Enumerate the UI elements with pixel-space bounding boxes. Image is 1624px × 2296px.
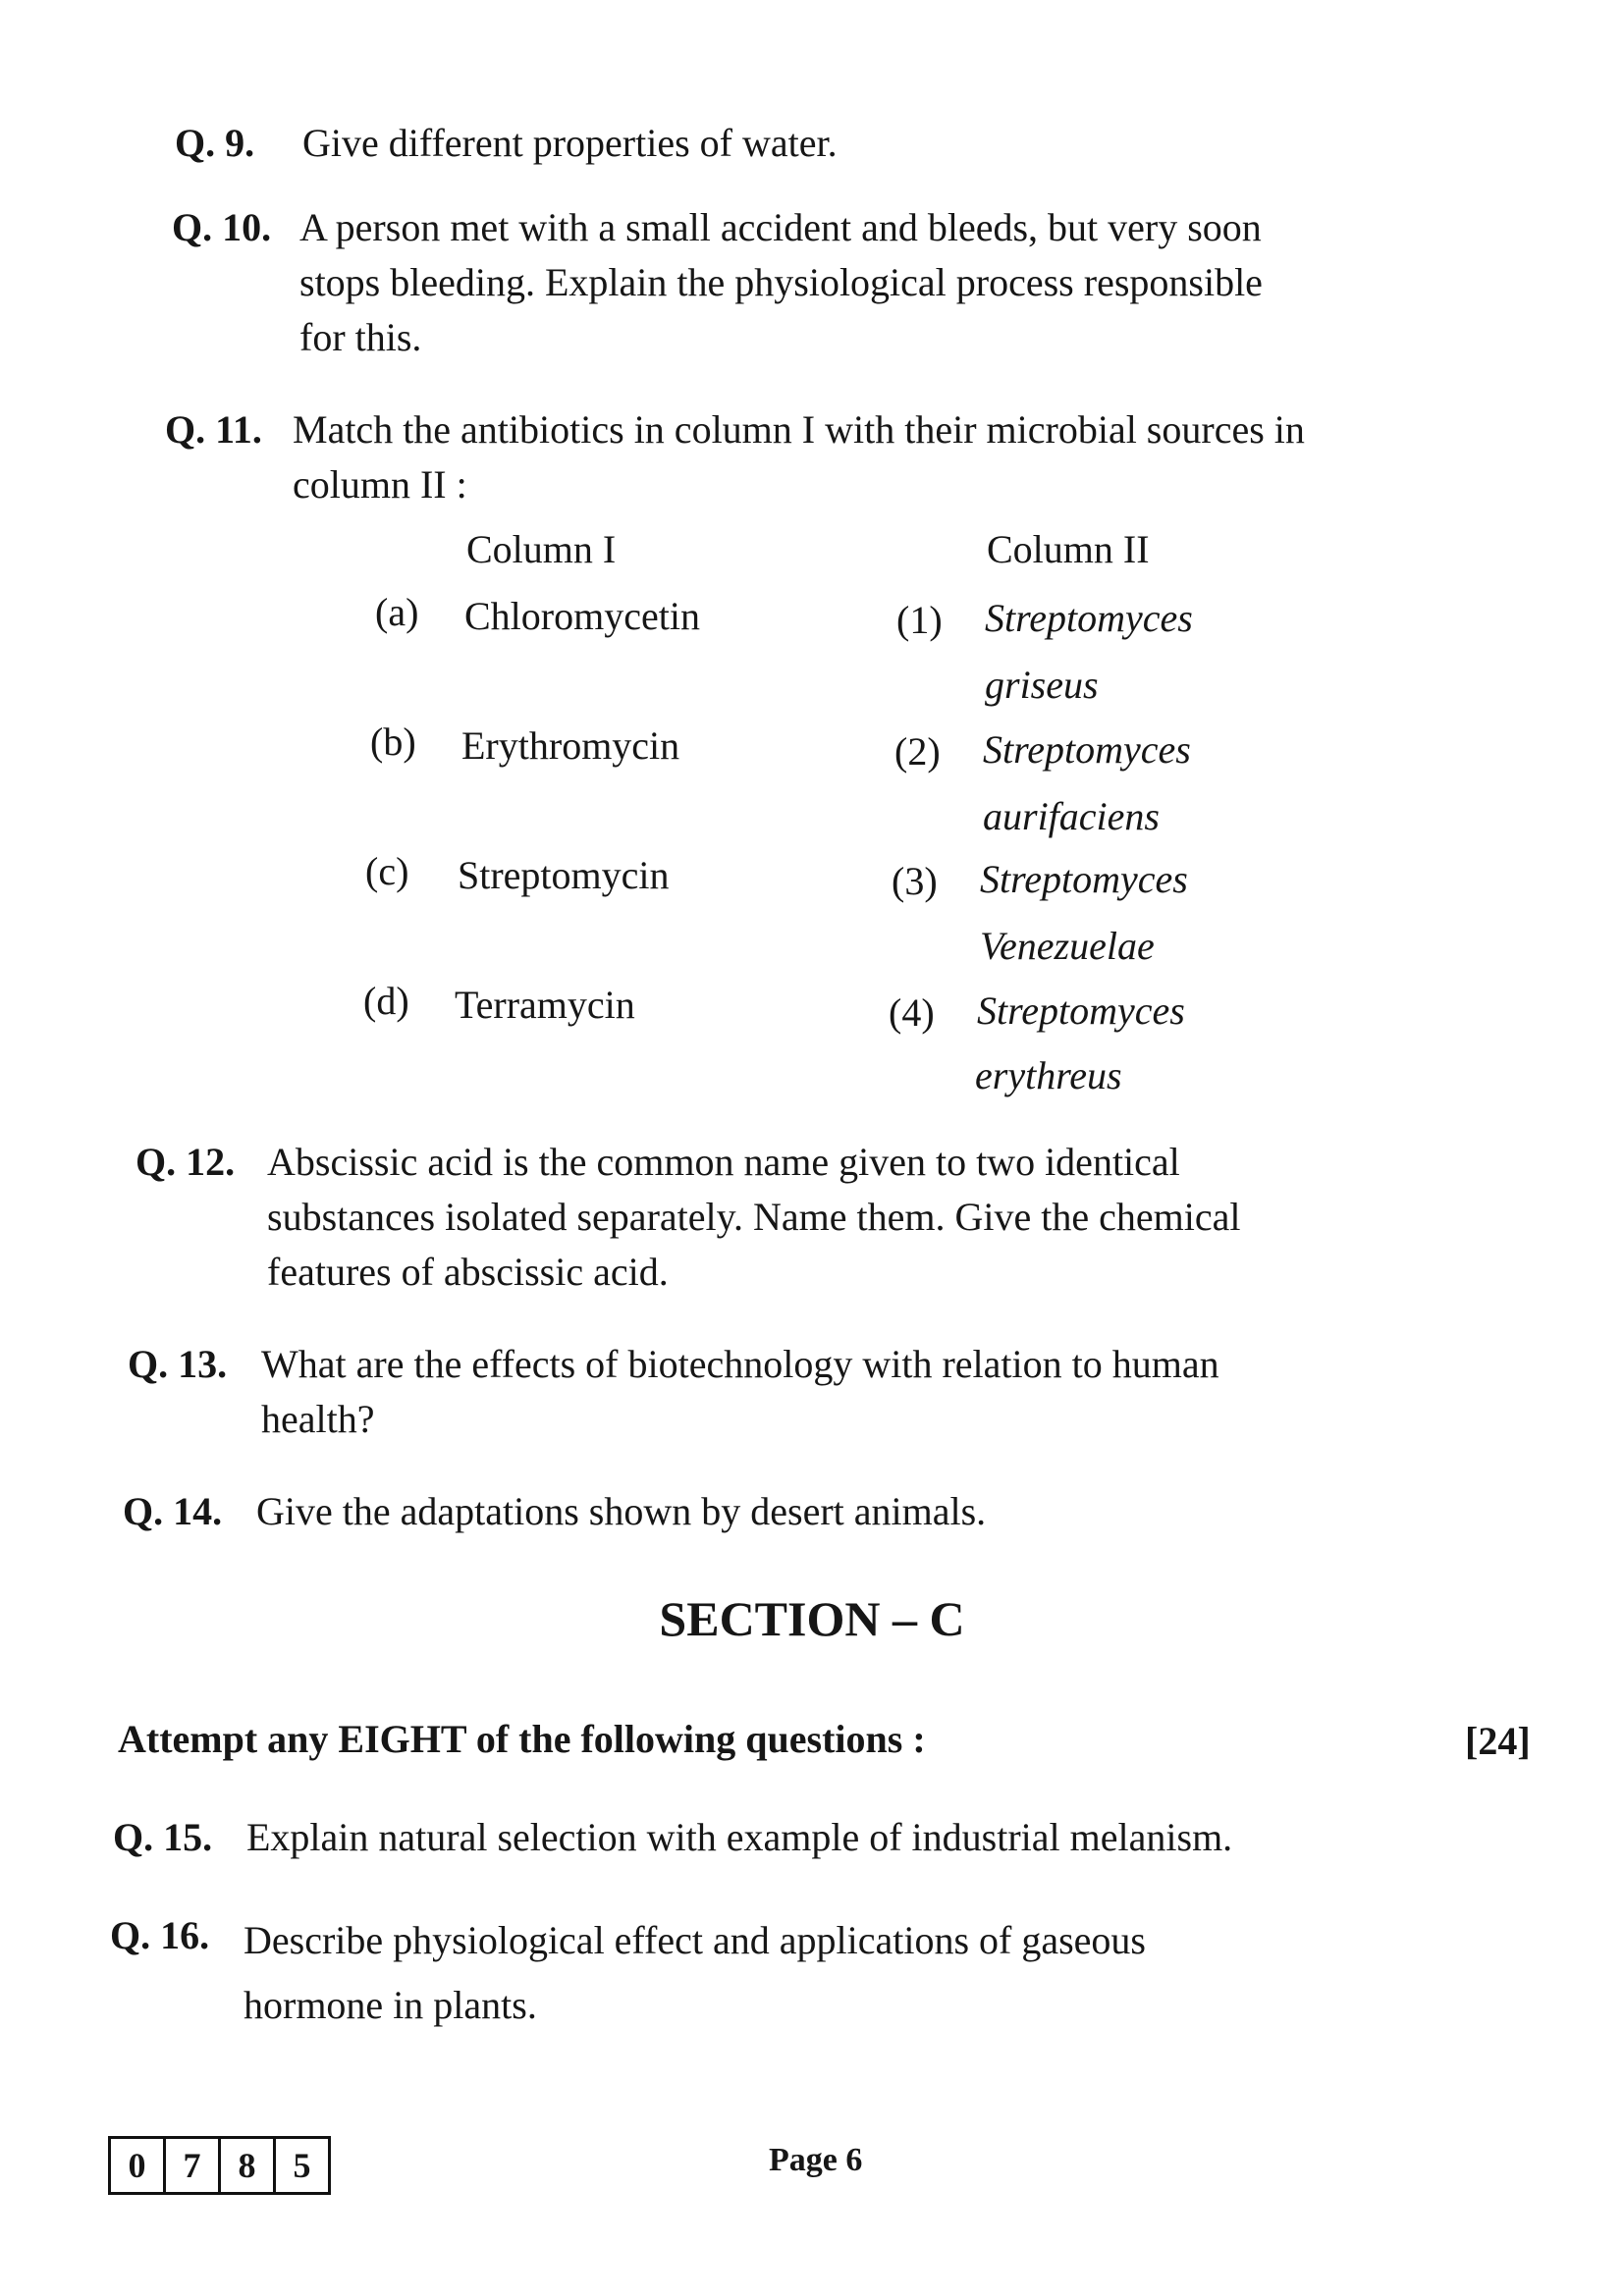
- code-digit: 0: [111, 2139, 166, 2192]
- question-16: [110, 1908, 1406, 2038]
- match-label: (a): [375, 590, 419, 634]
- column-1-header: Column I: [466, 527, 617, 571]
- section-marks: [24]: [1465, 1719, 1531, 1763]
- code-digit: 5: [293, 2146, 311, 2185]
- antibiotic-name: Terramycin: [455, 983, 635, 1027]
- question-text-line: A person met with a small accident and bleeds, but very soon: [299, 205, 1262, 249]
- question-text-line: Abscissic acid is the common name given to two identical: [267, 1140, 1180, 1184]
- question-15: [113, 1810, 1409, 1865]
- question-text-line: What are the effects of biotechnology with relation to human: [261, 1342, 1219, 1386]
- antibiotic-name: Streptomycin: [458, 853, 670, 897]
- source-genus: Streptomyces: [977, 988, 1185, 1033]
- question-9: [175, 116, 1451, 171]
- question-number: Q. 13.: [128, 1342, 228, 1386]
- paper-code-box: [108, 2136, 331, 2195]
- question-text: Give different properties of water.: [302, 121, 838, 165]
- source-genus: Streptomyces: [983, 727, 1191, 772]
- question-text: Give the adaptations shown by desert animals.: [256, 1489, 987, 1533]
- match-label: (b): [370, 720, 416, 764]
- source-genus: Streptomyces: [980, 857, 1188, 901]
- question-text-line: column II :: [293, 462, 467, 507]
- question-text-line: for this.: [299, 315, 422, 359]
- question-11: [165, 402, 1461, 512]
- question-text-line: Match the antibiotics in column I with their microbial sources in: [293, 407, 1305, 452]
- question-number: Q. 14.: [123, 1489, 223, 1533]
- match-label: (1): [896, 598, 943, 642]
- source-species: erythreus: [975, 1053, 1122, 1097]
- source-species: Venezuelae: [980, 924, 1155, 968]
- match-label: (2): [894, 729, 941, 774]
- page-number: Page 6: [769, 2142, 863, 2178]
- match-label: (c): [365, 849, 409, 893]
- antibiotic-name: Chloromycetin: [464, 594, 700, 638]
- question-text-line: hormone in plants.: [244, 1983, 537, 2027]
- match-label: (4): [889, 990, 935, 1035]
- question-14: [123, 1484, 1399, 1539]
- question-number: Q. 16.: [110, 1913, 210, 1957]
- question-10: [172, 200, 1448, 365]
- source-genus: Streptomyces: [985, 596, 1193, 640]
- match-label: (d): [363, 979, 409, 1023]
- question-text-line: stops bleeding. Explain the physiological process responsible: [299, 260, 1263, 304]
- question-number: Q. 15.: [113, 1815, 213, 1859]
- question-text-line: substances isolated separately. Name them. Give the chemical: [267, 1195, 1241, 1239]
- match-label: (3): [892, 859, 938, 903]
- section-heading: SECTION – C: [659, 1591, 965, 1646]
- source-species: griseus: [985, 663, 1099, 707]
- question-number: Q. 11.: [165, 407, 262, 452]
- question-text: Explain natural selection with example of industrial melanism.: [246, 1815, 1233, 1859]
- question-text-line: Describe physiological effect and applications of gaseous: [244, 1918, 1146, 1962]
- code-digit: 7: [166, 2139, 221, 2192]
- section-instruction: Attempt any EIGHT of the following questions :: [118, 1717, 926, 1761]
- code-digit: 8: [221, 2139, 276, 2192]
- column-2-header: Column II: [987, 527, 1150, 571]
- question-text-line: health?: [261, 1397, 375, 1441]
- question-12: [135, 1135, 1412, 1300]
- question-13: [128, 1337, 1404, 1447]
- question-number: Q. 12.: [135, 1140, 236, 1184]
- question-number: Q. 10.: [172, 205, 272, 249]
- source-species: aurifaciens: [983, 794, 1160, 838]
- question-text-line: features of abscissic acid.: [267, 1250, 669, 1294]
- antibiotic-name: Erythromycin: [461, 723, 680, 768]
- question-number: Q. 9.: [175, 121, 255, 165]
